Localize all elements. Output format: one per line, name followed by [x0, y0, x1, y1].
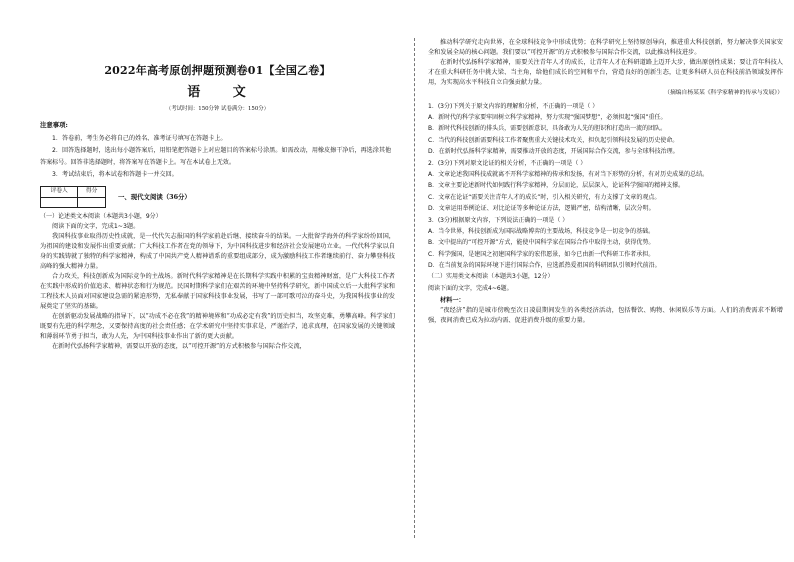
- score-table: [40, 186, 106, 207]
- subsection-heading: （一）论述类文本阅读（本题共3小题，9分）: [40, 212, 162, 220]
- question-option: D．文章运用举例论证、对比论证等多种论证方法，逻辑严密，结构清晰，层次分明。: [428, 205, 655, 213]
- question-stem: 3．(3分)根据原文内容，下列说法正确的一项是（ ）: [428, 216, 569, 224]
- material-paragraph: “夜经济”指的是城市傍晚至次日凌晨期间发生的各类经济活动，包括餐饮、购物、休闲娱乐等方面。人们的消费需求不断增强，夜间消费已成为拉动内需、促进消费升级的重要力量。: [428, 307, 783, 325]
- question-option: C．文章在论证“需要关注青年人才的成长”时，引入相关研究，有力支撑了文章的观点。: [428, 193, 661, 201]
- subject-title: 语 文: [187, 84, 260, 100]
- reading-instruction: 阅读下面的文字，完成4~6题。: [428, 284, 513, 292]
- reading-instruction: 阅读下面的文字，完成1~3题。: [52, 222, 140, 230]
- score-cell-points: [78, 197, 106, 207]
- passage-source: （摘编自杨某某《科学家精神的传承与发展》）: [664, 90, 783, 97]
- question-option: A．当今世界，科技创新成为国际战略博弈的主要战场，科技竞争是一切竞争的基础。: [428, 227, 655, 235]
- question-option: C．科学强国，是建国之初建国科学家的宏伟愿景，如今已由新一代科研工作者承担。: [428, 250, 655, 258]
- right-column: [428, 38, 783, 326]
- passage-paragraph: 在创新驱动发展战略的指导下，以“功成不必在我”的精神境界和“功成必定有我”的历史担当，攻坚克难，勇攀高峰。科学家们既要有先进的科学理念，又要保持高度的社会责任感；在学术研究中坚持实事求是，严谨治学，追求真理，在国家发展的关键领域和薄弱环节勇于担当，敢为人先，为中国科技事业作出了新的更大贡献。: [40, 313, 395, 341]
- question-option: A．文章论述我国科技成就离不开科学家精神的传承和发扬，有对当下形势的分析，有对历史成果的总结。: [428, 170, 709, 178]
- notice-title: 注意事项:: [40, 120, 68, 129]
- question-option: B．文章主要论述新时代如何践行科学家精神，分层而论，层层深入，论证科学强国的精神支撑。: [428, 182, 685, 190]
- question-stem: 2．(3分)下列对原文论证的相关分析，不正确的一项是（ ）: [428, 159, 587, 167]
- passage-paragraph: 在新时代弘扬科学家精神，需要以开放的态度，以“可控开源”的方式积极参与国际合作交流，: [52, 343, 306, 351]
- notice-item: 3．考试结束后，将本试卷和答题卡一并交回。: [52, 170, 178, 178]
- notice-item: 2．回答选择题时，选出每小题答案后，用铅笔把答题卡上对应题目的答案标号涂黑。如需改动，用橡皮擦干净后，再选涂其他答案标号。回答非选择题时，将答案写在答题卡上。写在本试卷上无效。: [40, 146, 392, 166]
- left-column: [40, 38, 395, 352]
- question-option: B．新时代科技创新的排头兵，需要创新意识，具备敢为人先的胆识和打造出一流的团队。: [428, 125, 667, 133]
- passage-paragraph: 合力攻关，科技创新成为国际竞争的主战场。新时代科学家精神是在长期科学实践中积累的宝贵精神财富，是广大科技工作者在实践中形成的价值追求、精神状态和行为规范。民国时期科学家们在艰苦的环境中坚持科学研究，新中国成立后一大批科学家和工程技术人员面对国家建设急需的紧迫形势，无私奉献于国家科技事业发展，书写了一部可歌可泣的奋斗史，为我国科技事业的发展奠定了坚实的基础。: [40, 272, 395, 310]
- exam-title: 2022年高考原创押题预测卷01【全国乙卷】: [104, 64, 331, 77]
- passage-paragraph: 我国科技事业取得历史性成就，是一代代矢志报国的科学家前赴后继、接续奋斗的结果。一大批留学海外的科学家纷纷回国，为祖国的建设和发展作出重要贡献；广大科技工作者在党的领导下，为中国科技进步和经济社会发展建功立业。一代代科学家以自身的实践铸就了独特的科学家精神，构成了中国共产党人精神谱系的重要组成部分，成为激励科技工作者继续前行、奋力攀登科技高峰的强大精神力量。: [40, 232, 395, 270]
- question-stem: 1．(3分)下列关于原文内容的理解和分析，不正确的一项是（ ）: [428, 102, 599, 110]
- question-option: A．新时代的科学家要牢固树立科学家精神，努力实现“强国梦想”，必须担起“强国”重任。: [428, 114, 667, 122]
- score-row: [40, 186, 395, 207]
- question-option: C．当代的科技创新需要科技工作者聚焦重大关键技术攻关，担负起引领科技发展的历史使命。: [428, 136, 679, 144]
- score-label-points: 得分: [78, 187, 106, 197]
- column-divider: [414, 38, 415, 538]
- material-title: 材料一：: [440, 297, 465, 305]
- question-option: B．文中提出的“可控开源”方式，能使中国科学家在国际合作中取得主动，获得优势。: [428, 239, 655, 247]
- passage-paragraph: 在新时代弘扬科学家精神，需要关注青年人才的成长，让青年人才在科研道路上迈开大步，做出原创性成果；要让青年科技人才在重大科研任务中挑大梁、当主角，给他们成长的空间和平台，营造良好的创新生态，让更多科研人员在科技前沿领域发挥作用，为实现高水平科技自立自强贡献力量。: [428, 59, 783, 87]
- subsection-heading: （二）实用类文本阅读（本题共3小题，12分）: [428, 273, 554, 281]
- notice-item: 1．答卷前，考生务必将自己的姓名、准考证号填写在答题卡上。: [52, 134, 227, 142]
- score-cell-grader: [41, 197, 78, 207]
- exam-info: （考试时间：150分钟 试卷满分：150分）: [165, 105, 270, 112]
- question-option: D．在当前复杂的国际环境下进行国际合作，应选派热爱祖国的科研团队引领时代前沿。: [428, 262, 661, 270]
- section-heading: 一、现代文阅读（36分）: [118, 192, 191, 201]
- question-option: D．在新时代弘扬科学家精神，需要推动开放的态度，开展国际合作交流，参与全球科技治理。: [428, 148, 679, 156]
- score-label-grader: 评卷人: [41, 187, 78, 197]
- passage-paragraph: 推动科学研究走向世界，在全球科技竞争中形成优势；在科学研究上坚持原创导向，推进重大科技创新，努力解决事关国家安全和发展全局的核心问题。我们要以“可控开源”的方式积极参与国际合作交流，以此推动科技进步。: [428, 39, 783, 57]
